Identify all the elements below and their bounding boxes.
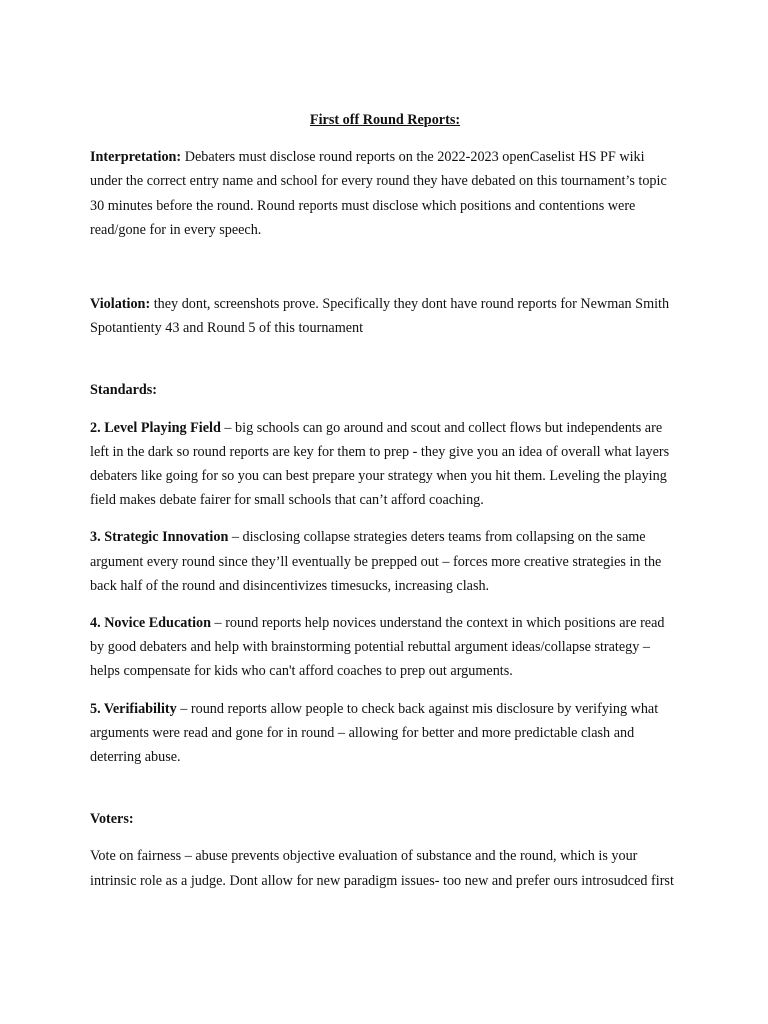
standard-verifiability — [90, 697, 680, 770]
violation-text: they dont, screenshots prove. Specifically they dont have round reports for Newman Smith Spotantienty 43 and Round 5 of this tournament — [90, 296, 670, 337]
standard-strategic-innovation — [90, 525, 680, 598]
violation-label: Violation: — [90, 296, 151, 313]
standards-heading: Standards: — [90, 382, 158, 399]
interpretation-text: Debaters must disclose round reports on the 2022-2023 openCaselist HS PF wiki under the correct entry name and school for every round they have debated on this tournament’s topic 30 minutes before the round. Round reports must disclose which positions and contentions were read/gone for in every speech. — [90, 149, 667, 238]
violation-paragraph — [90, 292, 680, 340]
standard-text: – round reports allow people to check back against mis disclosure by verifying what arguments were read and gone for in round – allowing for better and more predictable clash and deterring abuse. — [90, 700, 659, 766]
document-body — [90, 108, 680, 893]
standard-level-playing-field — [90, 416, 680, 513]
standard-label: 2. Level Playing Field — [90, 419, 221, 436]
standard-text: – disclosing collapse strategies deters teams from collapsing on the same argument every round since they’ll eventually be prepped out – forces more creative strategies in the back half of the round and disincentivizes timesucks, increasing clash. — [90, 529, 662, 594]
document-title: First off Round Reports: — [309, 112, 461, 128]
interpretation-label: Interpretation: — [90, 149, 182, 166]
standard-label: 4. Novice Education — [90, 615, 211, 632]
standard-text: – round reports help novices understand the context in which positions are read by good debaters and help with brainstorming potential rebuttal argument ideas/collapse strategy – helps compensate for kids who can't afford coaches to prep out arguments. — [90, 615, 665, 680]
voters-heading: Voters: — [90, 811, 134, 828]
standard-label: 3. Strategic Innovation — [90, 529, 229, 546]
interpretation-paragraph — [90, 145, 680, 242]
standard-label: 5. Verifiability — [90, 700, 177, 717]
standard-novice-education — [90, 611, 680, 684]
standard-text: – big schools can go around and scout and collect flows but independents are left in the dark so round reports are key for them to prep - they give you an idea of overall what layers debaters like going for so you can best prepare your strategy when you hit them. Leveling the playing field makes debate fairer for small schools that can’t afford coaching. — [90, 419, 670, 509]
voters-paragraph: Vote on fairness – abuse prevents objective evaluation of substance and the round, which is your intrinsic role as a judge. Dont allow for new paradigm issues- too new and prefer ours introsudced first — [90, 848, 674, 889]
